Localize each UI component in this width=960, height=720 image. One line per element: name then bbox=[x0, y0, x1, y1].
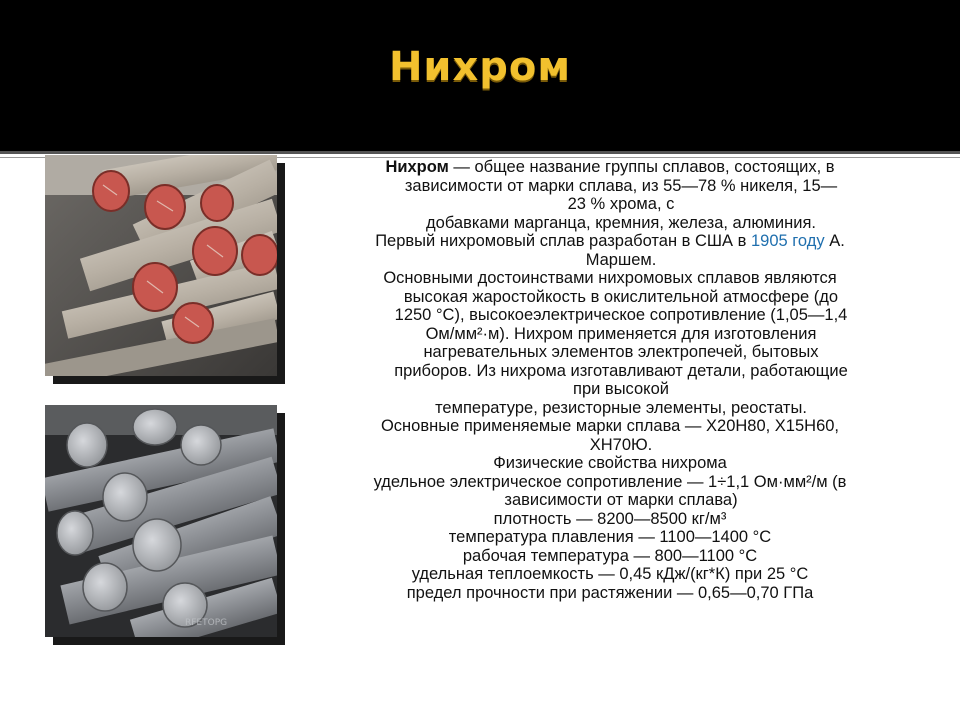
property-line: зависимости от марки сплава) bbox=[504, 491, 738, 509]
intro-rest: — общее название группы сплавов, состоящих, в bbox=[448, 158, 835, 176]
section-heading: Физические свойства нихрома bbox=[493, 454, 727, 472]
slide-title: Нихром bbox=[388, 44, 572, 90]
text-line: нагревательных элементов электропечей, бытовых bbox=[423, 343, 819, 361]
slide-body-text bbox=[306, 158, 914, 602]
property-line: плотность — 8200—8500 кг/м³ bbox=[493, 509, 727, 528]
text-line: Маршем. bbox=[585, 250, 657, 269]
property-line: предел прочности при растяжении — 0,65—0,70 ГПа bbox=[406, 583, 814, 602]
property-line: температура плавления — 1100—1400 °С bbox=[448, 528, 772, 546]
first-alloy-text: Первый нихромовый сплав разработан в США в bbox=[375, 232, 751, 250]
photo-bottom bbox=[45, 405, 277, 637]
first-alloy-text-end: А. bbox=[824, 232, 845, 250]
intro-term: Нихром bbox=[385, 158, 449, 176]
photo-top bbox=[45, 155, 277, 376]
text-line: ХН70Ю. bbox=[589, 435, 653, 454]
text-line bbox=[306, 158, 914, 177]
text-line: зависимости от марки сплава, из 55—78 % никеля, 15— bbox=[404, 176, 838, 195]
text-line: 23 % хрома, с bbox=[567, 195, 675, 213]
rods-red-ends-image bbox=[45, 155, 277, 376]
text-line bbox=[306, 232, 914, 251]
property-line: удельное электрическое сопротивление — 1÷1,1 Ом·мм²/м (в bbox=[373, 472, 847, 491]
property-line: рабочая температура — 800—1100 °С bbox=[462, 546, 758, 565]
text-line: высокая жаростойкость в окислительной атмосфере (до bbox=[403, 287, 839, 306]
property-line: удельная теплоемкость — 0,45 кДж/(кг*К) при 25 °С bbox=[411, 565, 809, 583]
text-line: добавками марганца, кремния, железа, алюминия. bbox=[426, 213, 816, 232]
text-line: 1250 °С), высокоеэлектрическое сопротивление (1,05—1,4 bbox=[394, 306, 848, 324]
text-line: Ом/мм²·м). Нихром применяется для изготовления bbox=[425, 324, 817, 343]
svg-text:RFETOPG: RFETOPG bbox=[185, 618, 228, 628]
text-line: Основными достоинствами нихромовых сплавов являются bbox=[383, 269, 837, 287]
text-line: температуре, резисторные элементы, реостаты. bbox=[435, 398, 807, 417]
header-divider bbox=[0, 151, 960, 154]
year-link[interactable]: 1905 году bbox=[750, 232, 825, 250]
text-line: приборов. Из нихрома изготавливают детали, работающие bbox=[394, 361, 848, 380]
text-line: Основные применяемые марки сплава — Х20Н80, Х15Н60, bbox=[380, 417, 840, 435]
text-line: при высокой bbox=[573, 380, 669, 398]
gray-bars-image bbox=[45, 405, 277, 637]
